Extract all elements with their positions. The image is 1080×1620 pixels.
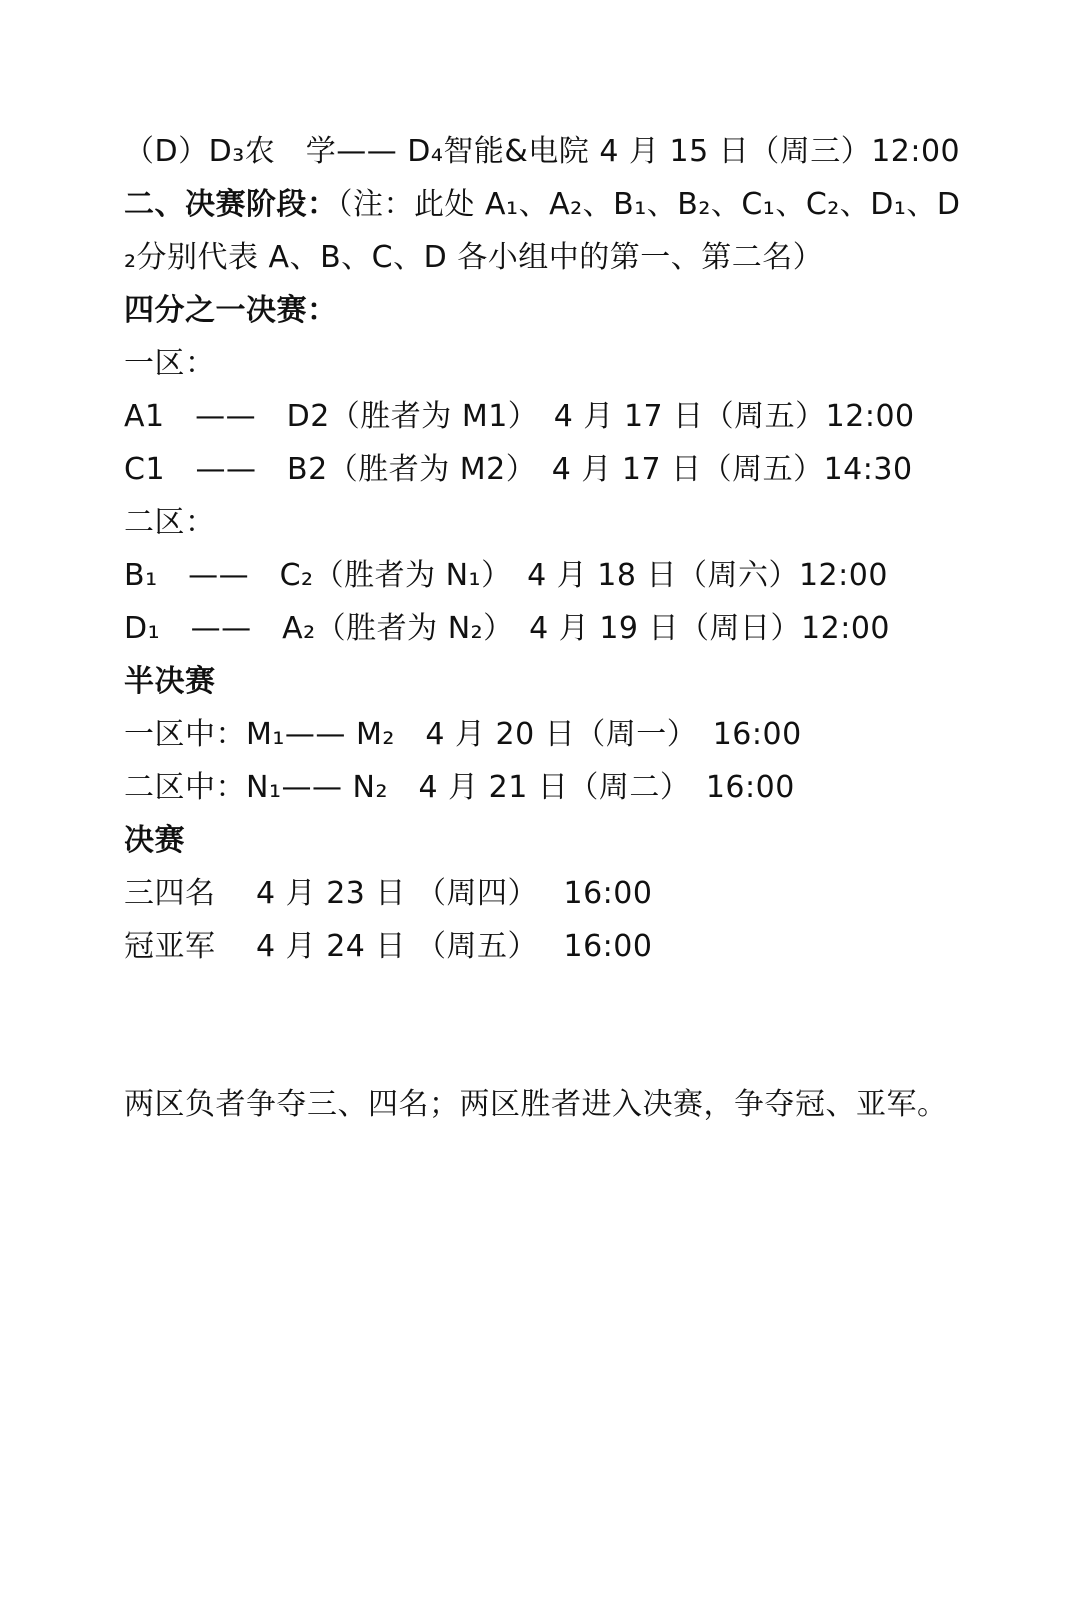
semifinal-heading: 半决赛 [124, 664, 216, 699]
final-match-third-place: 三四名 4 月 23 日 （周四） 16:00 [124, 876, 653, 911]
semifinal-match-1: 一区中：M₁—— M₂ 4 月 20 日（周一） 16:00 [124, 717, 802, 752]
semifinal-match-2: 二区中：N₁—— N₂ 4 月 21 日（周二） 16:00 [124, 770, 795, 805]
footer-note: 两区负者争夺三、四名；两区胜者进入决赛，争夺冠、亚军。 [124, 1087, 948, 1122]
zone1-label: 一区： [124, 346, 216, 381]
stage2-heading: 二、决赛阶段： [124, 187, 338, 222]
final-heading: 决赛 [124, 823, 185, 858]
quarterfinal-match-2: C1 —— B2（胜者为 M2） 4 月 17 日（周五）14:30 [124, 452, 913, 487]
stage2-note-continued: ₂分别代表 A、B、C、D 各小组中的第一、第二名） [124, 240, 824, 275]
zone2-label: 二区： [124, 505, 216, 540]
stage2-note: （注：此处 A₁、A₂、B₁、B₂、C₁、C₂、D₁、D [337, 187, 961, 222]
stage2-line [124, 187, 961, 223]
final-match-championship: 冠亚军 4 月 24 日 （周五） 16:00 [124, 929, 653, 964]
quarterfinal-match-4: D₁ —— A₂（胜者为 N₂） 4 月 19 日（周日）12:00 [124, 611, 891, 646]
quarterfinal-heading: 四分之一决赛： [124, 293, 338, 328]
quarterfinal-match-3: B₁ —— C₂（胜者为 N₁） 4 月 18 日（周六）12:00 [124, 558, 888, 593]
quarterfinal-match-1: A1 —— D2（胜者为 M1） 4 月 17 日（周五）12:00 [124, 399, 915, 434]
group-d-match-line: （D）D₃农 学—— D₄智能&电院 4 月 15 日（周三）12:00 [124, 134, 961, 169]
